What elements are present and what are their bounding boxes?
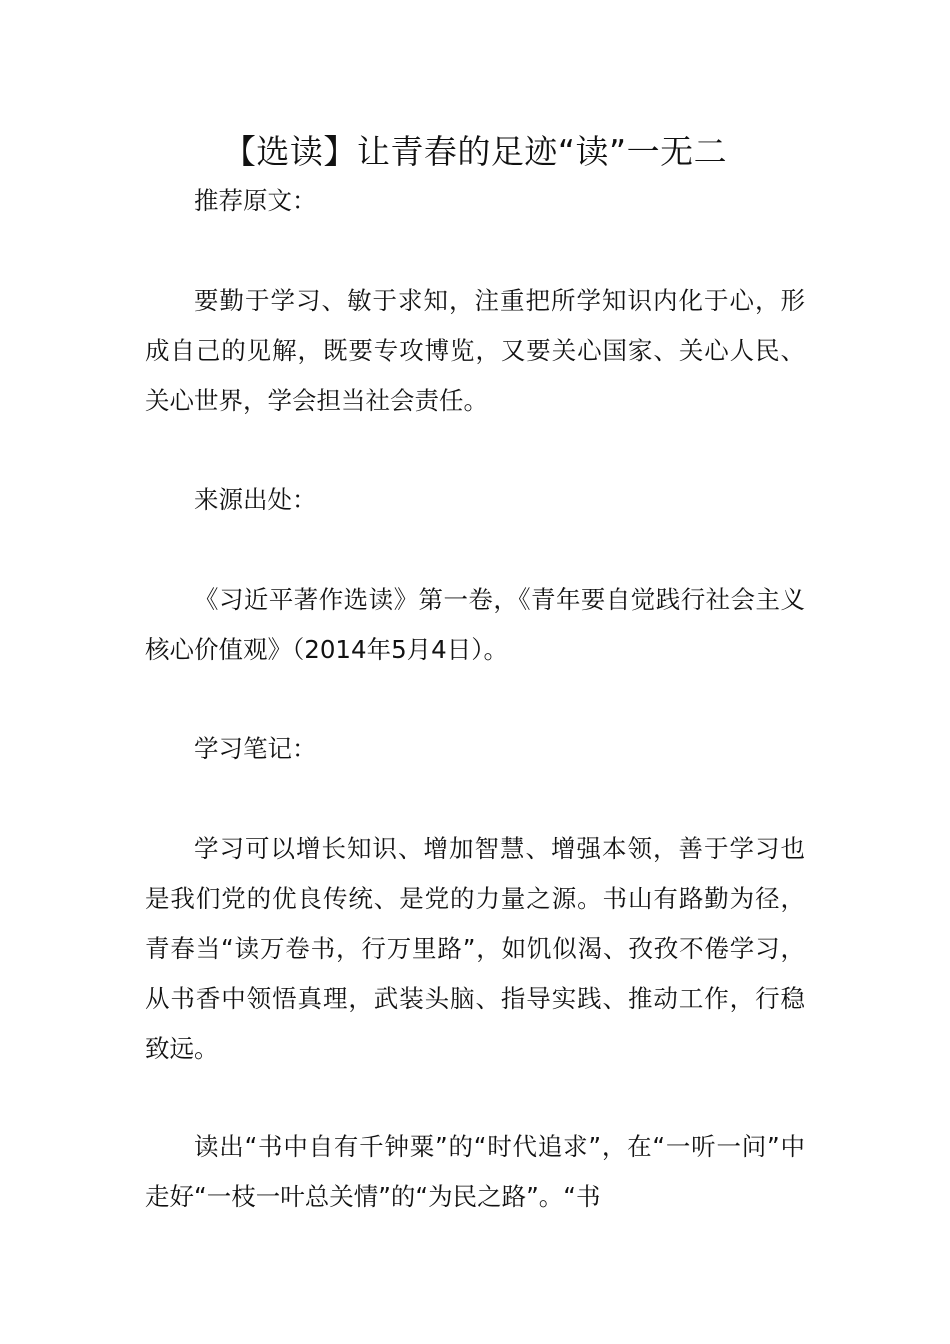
document-title: 【选读】让青春的足迹“读”一无二	[222, 132, 728, 171]
source-label: 来源出处：	[194, 485, 317, 514]
notes-label: 学习笔记：	[194, 734, 317, 763]
source-text: 《习近平著作选读》第一卷，《青年要自觉践行社会主义核心价值观》（2014年5月4日）。	[145, 585, 805, 664]
notes-paragraph-2: 读出“书中自有千钟粟”的“时代追求”，在“一听一问”中走好“一枝一叶总关情”的“为民之路”。“书	[145, 1132, 805, 1211]
recommend-text: 要勤于学习、敏于求知，注重把所学知识内化于心，形成自己的见解，既要专攻博览，又要关心国家、关心人民、关心世界，学会担当社会责任。	[145, 286, 805, 415]
notes-paragraph-1: 学习可以增长知识、增加智慧、增强本领，善于学习也是我们党的优良传统、是党的力量之源。书山有路勤为径，青春当“读万卷书，行万里路”，如饥似渴、孜孜不倦学习，从书香中领悟真理，武装头脑、指导实践、推动工作，行稳致远。	[145, 834, 805, 1063]
recommend-label: 推荐原文：	[194, 186, 317, 215]
